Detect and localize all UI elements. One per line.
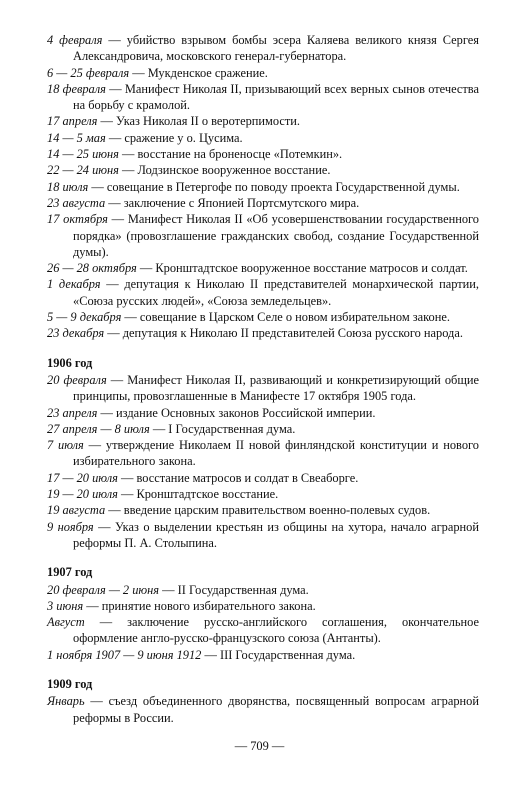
chronology-entry [47,260,479,276]
chronology-entry [47,32,479,65]
chronology-entry [47,486,479,502]
year-heading: 1909 год [47,676,93,691]
entry-text: — Указ о выделении крестьян из общины на хутора, начало аграрной реформы П. А. Столыпина. [73,519,480,550]
entry-date: 23 декабря [47,326,105,341]
entry-text: — II Государственная дума. [159,582,309,597]
entry-text: — сражение у о. Цусима. [105,130,243,145]
chronology-entry [47,179,479,195]
entry-date: 27 апреля — 8 июля [47,421,150,436]
page-number: — 709 — [234,739,285,753]
chronology-entry [47,372,479,405]
entry-text: — Указ Николая II о веротерпимости. [97,114,301,129]
entry-text: — Мукденское сражение. [129,65,268,80]
chronology-entry [47,195,479,211]
entry-date: 7 июля [47,438,84,453]
chronology-content [47,32,479,726]
year-section [47,676,479,726]
chronology-entry [47,130,479,146]
year-section [47,564,479,663]
entry-date: 1 ноября 1907 — 9 июня 1912 [47,647,202,662]
chronology-entry [47,325,479,341]
chronology-entry [47,614,479,647]
chronology-entry [47,502,479,518]
entry-date: 18 июля [47,179,89,194]
entry-date: 23 апреля [47,405,98,420]
entry-date: 17 октября [47,212,108,227]
entry-date: 6 — 25 февраля [47,65,130,80]
chronology-entry [47,647,479,663]
entry-date: 14 — 25 июня [47,147,119,162]
entry-date: 23 августа [47,195,106,210]
entry-date: 19 августа [47,503,106,518]
chronology-entry [47,276,479,309]
entry-text: — депутация к Николаю II представителей монархической партии, «Союза русских людей», «Союза земледельцев». [73,277,480,308]
entry-text: — издание Основных законов Российской империи. [97,405,376,420]
entry-text: — Лодзинское вооруженное восстание. [118,163,331,178]
entry-date: 9 ноября [47,519,94,534]
entry-date: 19 — 20 июля [47,487,118,502]
chronology-entry [47,693,479,726]
year-heading: 1907 год [47,565,93,580]
chronology-entry [47,113,479,129]
entry-text: — убийство взрывом бомбы эсера Каляева великого князя Сергея Александровича, московского генерал-губернатора. [73,33,479,64]
entry-text: — утверждение Николаем II новой финляндской конституции и нового избирательного закона. [73,438,479,469]
entry-text: — введение царским правительством военно-полевых судов. [105,503,431,518]
entry-text: — восстание на броненосце «Потемкин». [118,147,343,162]
chronology-entry [47,582,479,598]
entry-text: — Кронштадтское вооруженное восстание матросов и солдат. [136,261,468,276]
entry-date: 22 — 24 июня [47,163,119,178]
entry-text: — принятие нового избирательного закона. [83,598,316,613]
entry-date: 17 — 20 июля [47,470,118,485]
entry-date: 17 апреля [47,114,98,129]
entry-date: 18 февраля [47,81,106,96]
entry-date: Август [47,615,85,630]
entry-text: — заключение с Японией Портсмутского мира. [105,195,360,210]
chronology-entry [47,598,479,614]
chronology-entry [47,437,479,470]
entry-text: — заключение русско-английского соглашения, окончательное оформление англо-русско-французского союза (Антанты). [73,615,479,646]
entry-date: 26 — 28 октября [47,261,137,276]
entry-text: — Манифест Николая II, развивающий и конкретизирующий общие принципы, провозглашенные в Манифесте 17 октября 1905 года. [73,372,480,404]
chronology-entry [47,81,479,114]
entry-date: 5 — 9 декабря [47,310,122,325]
year-heading: 1906 год [47,355,93,370]
chronology-entry [47,211,479,260]
entry-text: — Кронштадтское восстание. [117,487,279,502]
chronology-entry [47,146,479,162]
entry-date: 4 февраля [47,33,103,47]
entry-text: — III Государственная дума. [201,647,356,662]
chronology-entry [47,65,479,81]
chronology-entry [47,519,479,552]
entry-date: 20 февраля — 2 июня [47,582,160,597]
entry-text: — Манифест Николая II «Об усовершенствовании государственного порядка» (провозглашение гражданских свобод, создание Государственной думы). [73,212,479,259]
entry-text: — съезд объединенного дворянства, посвященный вопросам аграрной реформы в России. [73,694,479,725]
entry-text: — I Государственная дума. [149,421,296,436]
entry-text: — Манифест Николая II, призывающий всех верных сынов отечества на борьбу с крамолой. [73,81,479,113]
year-section [47,32,479,342]
entry-text: — депутация к Николаю II представителей Союза русского народа. [104,326,463,341]
year-section [47,355,479,552]
chronology-entry [47,421,479,437]
entry-date: 14 — 5 мая [47,130,106,145]
chronology-entry [47,162,479,178]
entry-text: — совещание в Царском Селе о новом избирательном законе. [121,310,450,325]
chronology-entry [47,309,479,325]
entry-date: 20 февраля [47,372,107,387]
chronology-entry [47,405,479,421]
entry-date: Январь [47,694,85,709]
entry-date: 1 декабря [47,277,101,292]
entry-date: 3 июня [47,598,84,613]
chronology-entry [47,470,479,486]
entry-text: — восстание матросов и солдат в Свеаборге. [117,470,359,485]
entry-text: — совещание в Петергофе по поводу проекта Государственной думы. [88,179,460,194]
